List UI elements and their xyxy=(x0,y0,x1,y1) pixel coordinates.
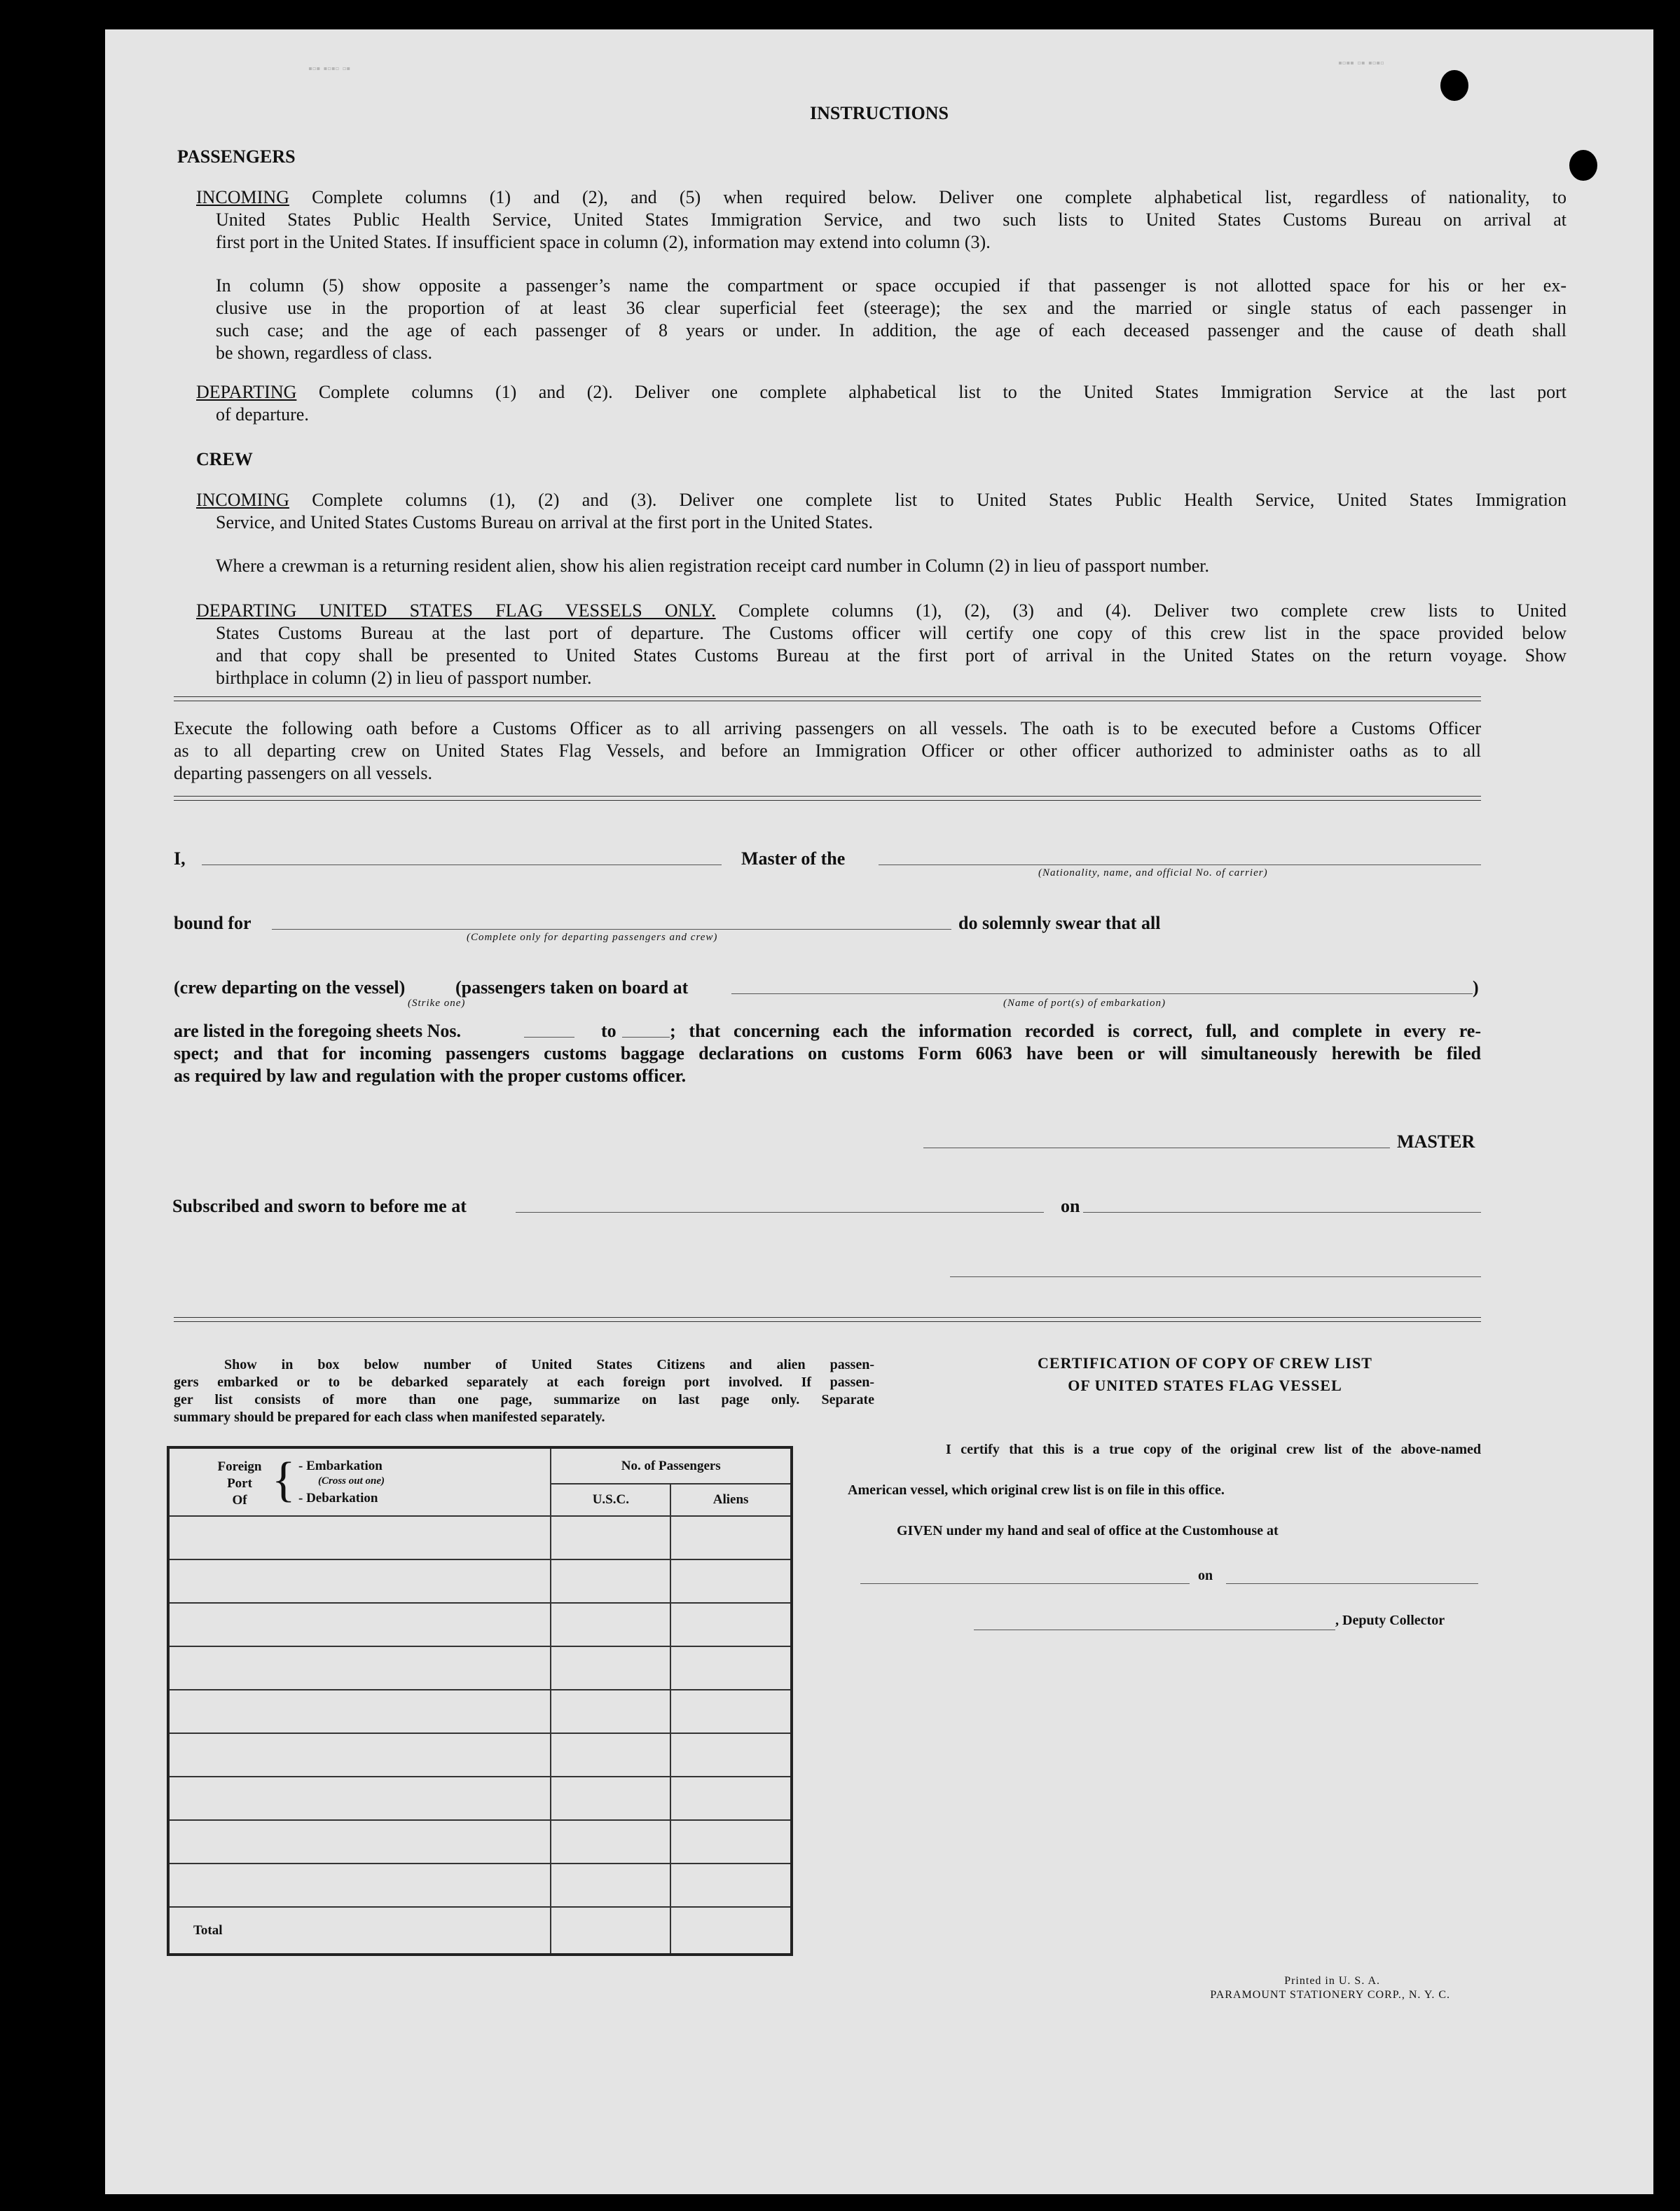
summary-note-line: Show in box below number of United States Citizens and alien passen- xyxy=(224,1357,874,1372)
departing-us-line: States Customs Bureau at the last port of departure. The Customs officer will certify one copy of this crew list in the space provided below xyxy=(216,623,1567,643)
incoming-line: Complete columns (1) and (2), and (5) when required below. Deliver one complete alphabetical list, regardless of nationality, to xyxy=(289,187,1567,207)
summary-note-line: ger list consists of more than one page, summarize on last page only. Separate xyxy=(174,1392,874,1407)
certification-title-line: OF UNITED STATES FLAG VESSEL xyxy=(1068,1377,1342,1394)
summary-note-line: summary should be prepared for each class when manifested separately. xyxy=(174,1410,605,1425)
printer-line: Printed in U. S. A. xyxy=(1284,1975,1380,1987)
oath-instruction-line: Execute the following oath before a Customs Officer as to all arriving passengers on all vessels. The oath is to be executed before a Customs Officer xyxy=(174,718,1481,738)
aliens-header: Aliens xyxy=(670,1484,792,1516)
port-cell[interactable] xyxy=(168,1559,551,1603)
certify-line-3: GIVEN under my hand and seal of office at the Customhouse at xyxy=(897,1523,1279,1538)
instructions-title: INSTRUCTIONS xyxy=(810,103,949,123)
certify-line-1 xyxy=(897,1442,1481,1458)
port-cell[interactable] xyxy=(168,1690,551,1733)
aliens-cell[interactable] xyxy=(670,1646,792,1690)
passenger-summary-table xyxy=(167,1446,793,1956)
usc-cell[interactable] xyxy=(551,1690,670,1733)
usc-cell[interactable] xyxy=(551,1820,670,1864)
printer-line: PARAMOUNT STATIONERY CORP., N. Y. C. xyxy=(1210,1989,1450,2001)
usc-cell[interactable] xyxy=(551,1516,670,1559)
usc-cell[interactable] xyxy=(551,1864,670,1907)
incoming-line: first port in the United States. If insufficient space in column (2), information may extend into column (3). xyxy=(216,232,991,252)
departing-us-line: birthplace in column (2) in lieu of passport number. xyxy=(216,668,592,688)
column5-line: be shown, regardless of class. xyxy=(216,343,433,363)
oath-instruction-line: as to all departing crew on United States Flag Vessels, and before an Immigration Officer or other officer authorized to administer oaths as to all xyxy=(174,741,1481,761)
master-of-the-label: Master of the xyxy=(741,848,846,869)
port-cell[interactable] xyxy=(168,1864,551,1907)
crew-heading: CREW xyxy=(196,449,253,469)
bound-for-label: bound for xyxy=(174,913,252,933)
foreign-port-header xyxy=(168,1447,551,1516)
bound-for-hint: (Complete only for departing passengers and crew) xyxy=(467,932,718,943)
aliens-cell[interactable] xyxy=(670,1777,792,1820)
ports-field[interactable] xyxy=(731,993,1473,994)
departing-line: of departure. xyxy=(216,404,309,425)
crewman-line: Where a crewman is a returning resident alien, show his alien registration receipt card number in Column (2) in lieu of passport number. xyxy=(216,556,1210,576)
punch-hole xyxy=(1440,70,1468,101)
crew-incoming-block xyxy=(196,489,1567,534)
listed-line-end-text: ; that concerning each the information recorded is correct, full, and complete in every re- xyxy=(670,1021,1481,1041)
passengers-heading: PASSENGERS xyxy=(177,146,296,167)
carrier-hint: (Nationality, name, and official No. of carrier) xyxy=(1038,867,1268,879)
debarkation-option[interactable]: - Debarkation xyxy=(298,1491,378,1506)
punch-hole xyxy=(1569,150,1597,181)
certify-line-1-text: I certify that this is a true copy of the original crew list of the above-named xyxy=(946,1442,1481,1457)
departing-line: Complete columns (1) and (2). Deliver one complete alphabetical list to the United States Immigration Service at the last port xyxy=(296,382,1567,402)
usc-cell[interactable] xyxy=(551,1559,670,1603)
divider xyxy=(174,796,1481,797)
certify-on-label: on xyxy=(1198,1568,1213,1583)
departing-us-block xyxy=(196,600,1567,689)
form-page xyxy=(105,29,1653,2194)
summary-note-line: gers embarked or to be debarked separately at each foreign port involved. If passen- xyxy=(174,1375,874,1390)
oath-line-3: as required by law and regulation with the proper customs officer. xyxy=(174,1066,687,1086)
listed-line-start: are listed in the foregoing sheets Nos. xyxy=(174,1021,461,1041)
listed-line-end xyxy=(670,1020,1481,1042)
usc-cell[interactable] xyxy=(551,1733,670,1777)
aliens-cell[interactable] xyxy=(670,1820,792,1864)
bleed-through-mark: ▪▫▪ ▪▫▪▫ ▫▪ xyxy=(308,63,350,75)
crew-departing-option[interactable]: (crew departing on the vessel) xyxy=(174,977,406,998)
brace-icon: { xyxy=(272,1453,296,1507)
listed-to-label: to xyxy=(601,1021,617,1041)
bound-for-field[interactable] xyxy=(272,929,951,930)
passengers-taken-option[interactable]: (passengers taken on board at xyxy=(455,977,689,998)
no-passengers-header: No. of Passengers xyxy=(551,1447,792,1484)
total-label: Total xyxy=(168,1907,551,1955)
column5-line: In column (5) show opposite a passenger’s name the compartment or space occupied if that passenger is not allotted space for his or her ex- xyxy=(216,275,1567,296)
sworn-place-field[interactable] xyxy=(516,1212,1044,1213)
officer-signature-field[interactable] xyxy=(950,1276,1481,1277)
usc-cell[interactable] xyxy=(551,1646,670,1690)
incoming-line: United States Public Health Service, United States Immigration Service, and two such lists to United States Customs Bureau on arrival at xyxy=(216,209,1567,230)
aliens-cell[interactable] xyxy=(670,1559,792,1603)
aliens-cell[interactable] xyxy=(670,1733,792,1777)
divider xyxy=(174,1317,1481,1318)
aliens-total-cell[interactable] xyxy=(670,1907,792,1955)
deputy-label: , Deputy Collector xyxy=(1335,1613,1445,1628)
close-paren: ) xyxy=(1473,977,1479,998)
usc-header: U.S.C. xyxy=(551,1484,670,1516)
strike-one-hint: (Strike one) xyxy=(408,998,466,1009)
certify-line-2: American vessel, which original crew list is on file in this office. xyxy=(848,1482,1225,1498)
column5-line: clusive use in the proportion of at least 36 clear superficial feet (steerage); the sex and the married or single status of each passenger in xyxy=(216,298,1567,318)
divider xyxy=(174,1321,1481,1322)
usc-cell[interactable] xyxy=(551,1603,670,1646)
departing-label: DEPARTING xyxy=(196,382,297,402)
subscribed-label: Subscribed and sworn to before me at xyxy=(172,1196,467,1216)
column5-block xyxy=(216,275,1567,364)
certification-title xyxy=(890,1352,1520,1397)
ports-hint: (Name of port(s) of embarkation) xyxy=(1003,998,1166,1009)
incoming-label: INCOMING xyxy=(196,187,289,207)
sheet-from-field[interactable] xyxy=(524,1037,574,1038)
aliens-cell[interactable] xyxy=(670,1864,792,1907)
aliens-cell[interactable] xyxy=(670,1603,792,1646)
foreign-text: Foreign xyxy=(217,1459,262,1474)
certify-date-field[interactable] xyxy=(1226,1583,1478,1584)
sworn-date-field[interactable] xyxy=(1083,1212,1481,1213)
port-cell[interactable] xyxy=(168,1646,551,1690)
embarkation-option[interactable]: - Embarkation xyxy=(298,1459,383,1473)
port-cell[interactable] xyxy=(168,1777,551,1820)
customhouse-field[interactable] xyxy=(860,1583,1190,1584)
oath-line-2 xyxy=(174,1042,1481,1065)
cross-out-hint: (Cross out one) xyxy=(318,1475,385,1487)
oath-instruction-line: departing passengers on all vessels. xyxy=(174,763,432,783)
departing-us-line: Complete columns (1), (2), (3) and (4). Deliver two complete crew lists to United xyxy=(715,600,1567,621)
sworn-on-label: on xyxy=(1061,1196,1080,1216)
oath-instruction-block xyxy=(174,717,1481,785)
crew-incoming-label: INCOMING xyxy=(196,490,289,510)
bleed-through-mark: ▪▫▪▪ ▫▪ ▪▫▪▫ xyxy=(1338,57,1384,69)
port-cell[interactable] xyxy=(168,1603,551,1646)
divider xyxy=(174,800,1481,801)
of-text: Of xyxy=(232,1493,247,1508)
aliens-cell[interactable] xyxy=(670,1516,792,1559)
oath-line-2-text: spect; and that for incoming passengers customs baggage declarations on customs Form 6063 have been or will simultaneously herewith be filed xyxy=(174,1043,1481,1063)
oath-i-label: I, xyxy=(174,848,186,869)
master-label: MASTER xyxy=(1397,1131,1475,1152)
usc-cell[interactable] xyxy=(551,1777,670,1820)
usc-total-cell[interactable] xyxy=(551,1907,670,1955)
port-cell[interactable] xyxy=(168,1820,551,1864)
foreign-port-label xyxy=(212,1459,268,1509)
port-cell[interactable] xyxy=(168,1733,551,1777)
port-cell[interactable] xyxy=(168,1516,551,1559)
divider xyxy=(174,696,1481,697)
certification-title-line: CERTIFICATION OF COPY OF CREW LIST xyxy=(1038,1354,1372,1372)
crew-incoming-line: Complete columns (1), (2) and (3). Deliver one complete list to United States Public Health Service, United States Immigration xyxy=(289,490,1567,510)
summary-note xyxy=(174,1356,874,1426)
incoming-passengers-block xyxy=(196,186,1567,254)
sheet-to-field[interactable] xyxy=(622,1037,670,1038)
printer-imprint xyxy=(1058,1974,1450,2002)
crew-incoming-line: Service, and United States Customs Bureau on arrival at the first port in the United States. xyxy=(216,512,873,532)
port-text: Port xyxy=(227,1476,252,1491)
departing-passengers-block xyxy=(196,381,1567,426)
departing-us-label: DEPARTING UNITED STATES FLAG VESSELS ONLY. xyxy=(196,600,716,621)
aliens-cell[interactable] xyxy=(670,1690,792,1733)
departing-us-line: and that copy shall be presented to United States Customs Bureau at the first port of arrival in the United States on the return voyage. Show xyxy=(216,645,1567,666)
swear-label: do solemnly swear that all xyxy=(958,913,1161,933)
column5-line: such case; and the age of each passenger of 8 years or under. In addition, the age of each deceased passenger and the cause of death shall xyxy=(216,320,1567,340)
